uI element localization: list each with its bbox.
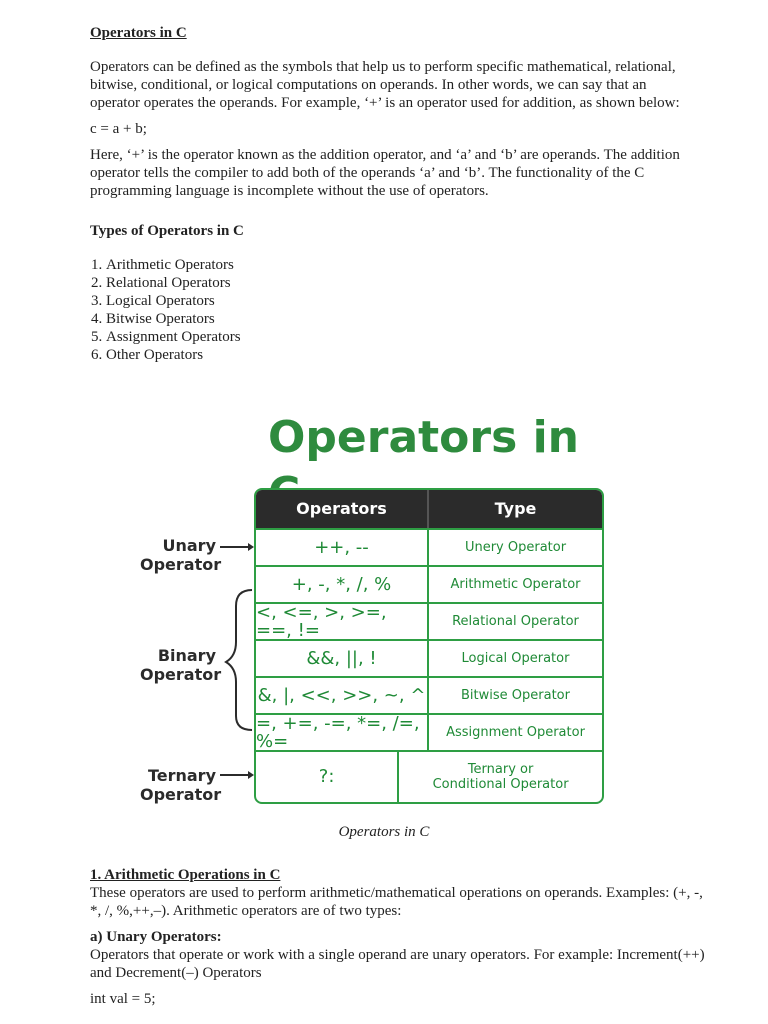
ops-cell: ?: (256, 752, 399, 802)
table-row (256, 676, 602, 713)
ops-cell: &&, ||, ! (256, 641, 429, 676)
type-cell: Bitwise Operator (461, 688, 570, 703)
list-item: 2. Relational Operators (106, 274, 690, 292)
ops-cell: &, |, <<, >>, ~, ^ (256, 678, 429, 713)
binary-brace-icon (226, 590, 252, 730)
types-heading: Types of Operators in C (90, 223, 244, 239)
operators-table (254, 488, 604, 804)
section-heading: 1. Arithmetic Operations in C (90, 867, 281, 883)
type-cell: Unery Operator (464, 540, 567, 555)
type-cell: Relational Operator (452, 614, 579, 629)
type-cell: Arithmetic Operator (450, 577, 581, 592)
ops-cell: =, +=, -=, *=, /=, %= (256, 715, 429, 750)
table-row (256, 713, 602, 750)
type-cell: Logical Operator (461, 651, 570, 666)
arithmetic-section (90, 866, 710, 1008)
type-cell: Assignment Operator (446, 725, 585, 740)
explanation-paragraph: Here, ‘+’ is the operator known as the addition operator, and ‘a’ and ‘b’ are operands. The addition operator tells the compiler to add both of the operands ‘a’ and ‘b’. The functionality of the C programming language is incomplete without the use of operators. (90, 147, 680, 199)
ternary-label-text: Ternary Operator (140, 766, 222, 804)
ops-cell: <, <=, >, >=, ==, != (256, 604, 429, 639)
list-item: 6. Other Operators (106, 346, 690, 364)
header-type: Type (494, 499, 537, 518)
subsection-text: Operators that operate or work with a single operand are unary operators. For example: Increment(++) and Decrement(–) Operators (90, 947, 705, 981)
intro-paragraph: Operators can be defined as the symbols that help us to perform specific mathematical, relational, bitwise, conditional, or logical computations on operands. In other words, we can say that an operator operates the operands. For example, ‘+’ is an operator used for addition, as shown below: (90, 59, 680, 111)
table-row (256, 602, 602, 639)
list-item: 3. Logical Operators (106, 292, 690, 310)
table-row (256, 750, 602, 802)
subsection-heading: a) Unary Operators: (90, 929, 222, 945)
annotation-arrows (140, 410, 254, 810)
list-item: 1. Arithmetic Operators (106, 256, 690, 274)
list-item: 5. Assignment Operators (106, 328, 690, 346)
list-item: 4. Bitwise Operators (106, 310, 690, 328)
figure-title: Operators in (268, 412, 580, 463)
table-row (256, 528, 602, 565)
type-cell: Ternary or Conditional Operator (432, 762, 569, 792)
document-page (90, 24, 690, 364)
table-row (256, 565, 602, 602)
table-row (256, 639, 602, 676)
unary-label-text: Unary Operator (140, 536, 222, 574)
binary-label-text: Binary Operator (140, 646, 222, 684)
header-operators: Operators (256, 490, 429, 528)
section-text: These operators are used to perform arithmetic/mathematical operations on operands. Examples: (+, -, *, /, %,++,–). Arithmetic operators are of two types: (90, 885, 703, 919)
code-snippet: int val = 5; (90, 991, 156, 1007)
table-header (256, 490, 602, 528)
ops-cell: +, -, *, /, % (256, 567, 429, 602)
figure-caption: Operators in C (338, 824, 430, 840)
code-example: c = a + b; (90, 121, 147, 137)
ops-cell: ++, -- (256, 530, 429, 565)
operators-figure (140, 410, 620, 810)
types-list (90, 256, 690, 364)
page-title: Operators in C (90, 25, 187, 41)
